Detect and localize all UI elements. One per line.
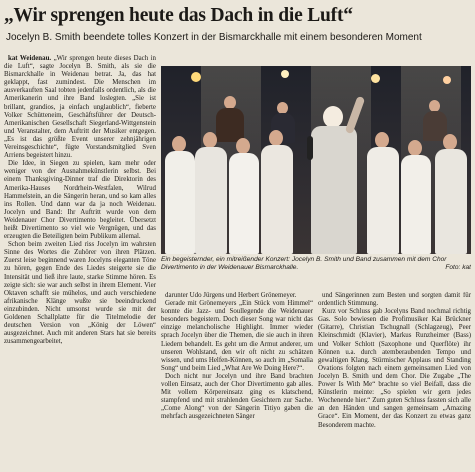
spotlight (443, 76, 451, 84)
paragraph: kat Weidenau. „Wir sprengen heute dieses Dach in die Luft“, sagte Jocelyn B. Smith, als sie die Bismarckhalle in Weidenau betrat. Ja, das hat geklappt, fast zumindest. Die Menschen im ausverkauften Saal tobten jedenfalls ordentlich, als die Amerikanerin und ihre Band loslegten. „Sie ist brillant, grandios, ja einfach unglaublich“, fieberte Volker Schütteneim, Geschäftsführer der Deutsch-Amerikanischen Gesellschaft Siegerland-Wittgenstein und Veranstalter, dem Auftritt der Musiker entgegen. „Es ist das größte Event unserer zehnjährigen Vereinsgeschichte“, fügte Vorstandsmitglied Sven Arriens begeistert hinzu. (4, 55, 156, 160)
spotlight (371, 74, 380, 83)
article-column-2 (161, 292, 313, 470)
photo-caption: Ein begeisternder, ein mitreißender Konzert: Jocelyn B. Smith und Band zusammen mit dem Chor Divertimento in der Weidenauer Bismarckhalle. Foto: kat (161, 256, 471, 271)
paragraph: darunter Udo Jürgens und Herbert Grönemeyer. (165, 292, 297, 299)
microphone-icon (307, 136, 313, 160)
article-column-1 (4, 55, 156, 470)
paragraph: Die Idee, in Siegen zu spielen, kam mehr oder weniger von der Ausnahmekünstlerin selbst. Bei einem Thanksgiving-Dinner traf die Direktorin des Amerika-Hauses Nordrhein-Westfalen, Wilrud Hammelstein, an die Sängerin heran, und so kam alles ins Rollen. Und dann war da ja noch Weidenau. Jocelyn und Band: Ihr Auftritt wurde von dem Weidenauer Chor Divertimento begleitet. Übersetzt heißt Divertimento so viel wie Vergnügen, und das erzeugten die Beteiligten beim Publikum allemal. (4, 160, 156, 241)
paragraph: und Sängerinnen zum Besten und sorgten damit für ordentlich Stimmung. (318, 292, 471, 308)
spotlight (191, 72, 201, 82)
concert-photo (161, 66, 471, 254)
headline: „Wir sprengen heute das Dach in die Luft“ (4, 5, 353, 26)
dateline: kat Weidenau. (8, 55, 52, 62)
paragraph: Kurz vor Schluss gab Jocelyns Band nochmal richtig Gas. Solo bewiesen die Profimusiker Kai Brückner (Gitarre), Christian Tschugnall (Schlagzeug), Peer Kleinschmidt (Klavier), Markus Runzheimer (Bass) und Volker Schlott (Saxophone und Querflöte) ihr Können u.a. durch atemberaubenden Tempo und gewaltigen Klang. Stürmischer Applaus und Standing Ovations folgten nach einem gemeinsamen Lied von Jocelyn B. Smith und dem Chor. Die Zugabe „The Power Is With Me“ brachte so viel Beifall, dass die Künstlerin meinte: „So spielen wir gern jedes Wochenende hier.“ Zum guten Schluss fassten sich alle an den Händen und sangen gemeinsam „Amazing Grace“. Ein Moment, der das Konzert zu etwas ganz Besonderem machte. (318, 308, 471, 429)
photo-credit: Foto: kat (445, 264, 471, 271)
article-column-3 (318, 292, 471, 470)
spotlight (281, 70, 289, 78)
paragraph: Schon beim zweiten Lied riss Jocelyn im wahrsten Sinne des Wortes die Zuhörer von ihren Plätzen. Zuerst leise beginnend waren Jocelyns eleganten Töne zu hören, gegen Ende des Liedes steigerte sie die Intensität und ließ ihre laute, starke Stimme hören. Es zeigte sich: sie war auch selbst in ihrem Element. Vier Oktaven schafft sie mühelos, und auch verschiedene afrikanische Klänge wußte sie beeindruckend einzubinden. Nicht umsonst wurde sie mit der Goldenen Schallplatte für die Titelmelodie der deutschen Version von „König der Löwen“ ausgezeichnet. Auch mit anderen Stars hat sie bereits zusammengearbeitet, (4, 241, 156, 346)
paragraph: Gerade mit Grönemeyers „Ein Stück vom Himmel“ konnte die Jazz- und Soullegende die Weidenauer besonders begeistern. Doch dieser Song war nicht das einzige melancholische Highlight. Immer wieder sprach Jocelyn über die Themen, die sie auch in ihren Liedern behandelt. Es geht um die Armut anderer, um unseren Wohlstand, den wir oft nicht zu schätzen wissen, und ums Helfen-Können, so auch im „Somalia Song“ und beim Lied „What Are We Doing Here?“. (161, 300, 313, 372)
subheadline: Jocelyn B. Smith beendete tolles Konzert in der Bismarckhalle mit einem besonderen Moment (6, 32, 422, 43)
paragraph: Doch nicht nur Jocelyn und ihre Band brachten vollen Einsatz, auch der Chor Divertimento gab alles. Mit vollem Körpereinsatz ging es klatschend, stampfend und mit strahlenden Gesichtern zur Sache. „Come Along“ von der Sängerin Titiyo gaben die mehrfach ausgezeichneten Sänger (161, 372, 313, 421)
